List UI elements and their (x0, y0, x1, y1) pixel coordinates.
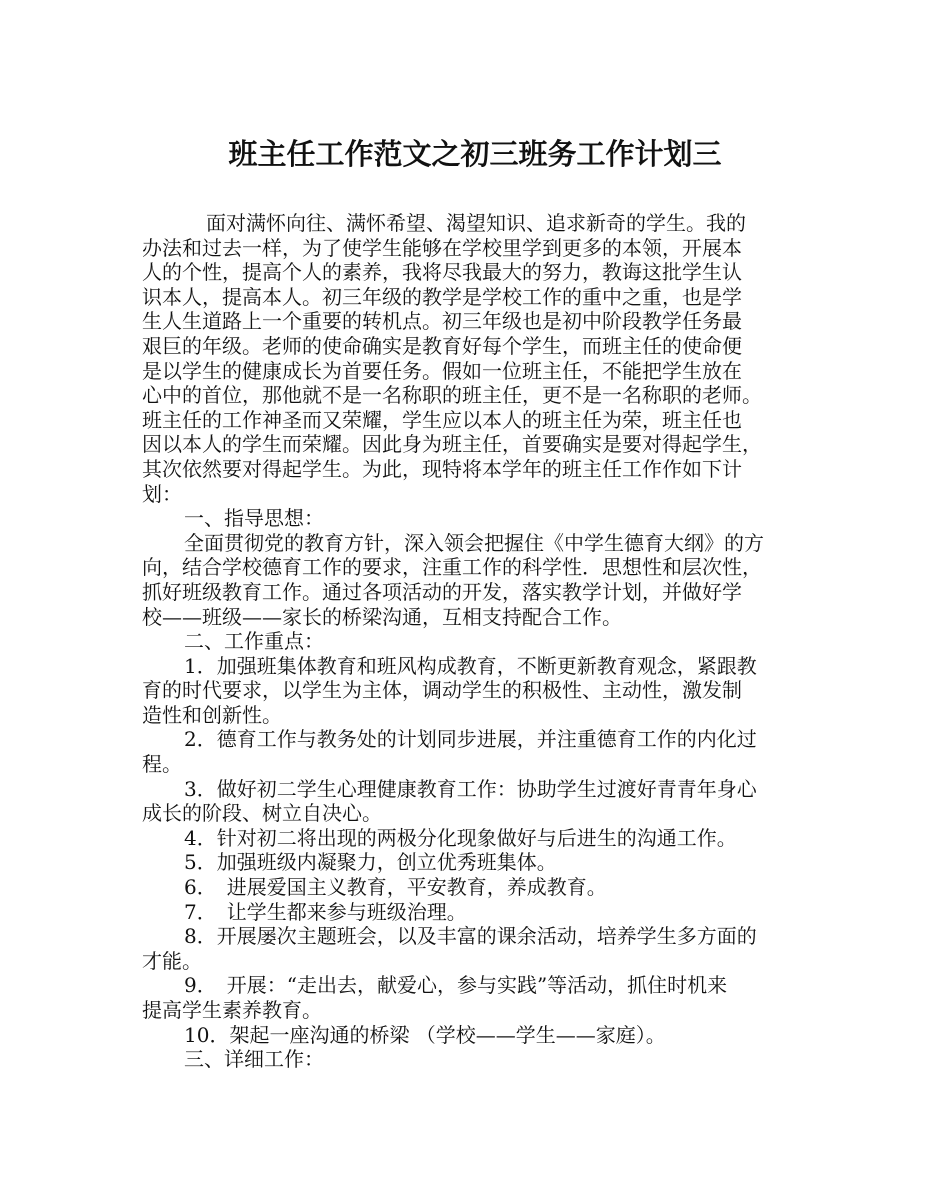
paragraph-line: 心中的首位，那他就不是一名称职的班主任，更不是一名称职的老师。 (142, 383, 762, 408)
list-item-line: 程。 (142, 752, 182, 777)
list-item-line: 提高学生素养教育。 (142, 998, 322, 1022)
section-heading: 一、指导思想： (184, 506, 324, 531)
paragraph-line: 划： (142, 481, 182, 506)
paragraph-line: 全面贯彻党的教育方针，深入领会把握住《中学生德育大纲》的方 (184, 530, 764, 555)
list-item-line: 成长的阶段、树立自决心。 (142, 801, 382, 826)
list-item-line: 造性和创新性。 (142, 702, 282, 727)
list-item-line: 才能。 (142, 948, 202, 973)
document-body (142, 211, 810, 1072)
paragraph-line: 识本人，提高本人。初三年级的教学是学校工作的重中之重，也是学 (142, 284, 742, 309)
list-item-line: 10．架起一座沟通的桥梁 （学校——学生——家庭）。 (184, 1022, 666, 1047)
list-item-line: 9． 开展：“走出去，献爱心，参与实践”等活动，抓住时机来 (184, 973, 728, 998)
paragraph-line: 人的个性，提高个人的素养，我将尽我最大的努力，教诲这批学生认 (142, 260, 742, 285)
paragraph-line: 校——班级——家长的桥梁沟通，互相支持配合工作。 (142, 604, 622, 629)
list-item-line: 6． 进展爱国主义教育，平安教育，养成教育。 (184, 875, 607, 900)
paragraph-line: 其次依然要对得起学生。为此，现特将本学年的班主任工作作如下计 (142, 456, 742, 481)
list-item-line: 7． 让学生都来参与班级治理。 (184, 899, 467, 924)
paragraph-line: 抓好班级教育工作。通过各项活动的开发，落实教学计划，并做好学 (142, 579, 742, 604)
list-item-line: 育的时代要求，以学生为主体，调动学生的积极性、主动性，激发制 (142, 678, 742, 703)
list-item-line: 3．做好初二学生心理健康教育工作：协助学生过渡好青青年身心 (184, 776, 757, 801)
list-item-line: 1．加强班集体教育和班风构成教育，不断更新教育观念，紧跟教 (184, 653, 757, 678)
paragraph-line: 因以本人的学生而荣耀。因此身为班主任，首要确实是要对得起学生， (142, 432, 762, 457)
paragraph-line: 面对满怀向往、满怀希望、渴望知识、追求新奇的学生。我的 (206, 211, 746, 235)
paragraph-line: 是以学生的健康成长为首要任务。假如一位班主任，不能把学生放在 (142, 358, 742, 383)
paragraph-line: 班主任的工作神圣而又荣耀，学生应以本人的班主任为荣，班主任也 (142, 407, 742, 432)
paragraph-line: 办法和过去一样，为了使学生能够在学校里学到更多的本领，开展本 (142, 235, 742, 260)
paragraph-line: 向，结合学校德育工作的要求，注重工作的科学性．思想性和层次性， (142, 555, 762, 580)
section-heading: 二、工作重点： (184, 629, 324, 654)
paragraph-line: 生人生道路上一个重要的转机点。初三年级也是初中阶段教学任务最 (142, 309, 742, 334)
paragraph-line: 艰巨的年级。老师的使命确实是教育好每个学生，而班主任的使命便 (142, 333, 742, 358)
document-title: 班主任工作范文之初三班务工作计划三 (228, 137, 722, 171)
list-item-line: 2．德育工作与教务处的计划同步进展，并注重德育工作的内化过 (184, 727, 757, 752)
list-item-line: 5．加强班级内凝聚力，创立优秀班集体。 (184, 850, 557, 875)
list-item-line: 4．针对初二将出现的两极分化现象做好与后进生的沟通工作。 (184, 825, 737, 850)
section-heading: 三、详细工作： (184, 1047, 324, 1072)
list-item-line: 8．开展屡次主题班会，以及丰富的课余活动，培养学生多方面的 (184, 924, 757, 949)
